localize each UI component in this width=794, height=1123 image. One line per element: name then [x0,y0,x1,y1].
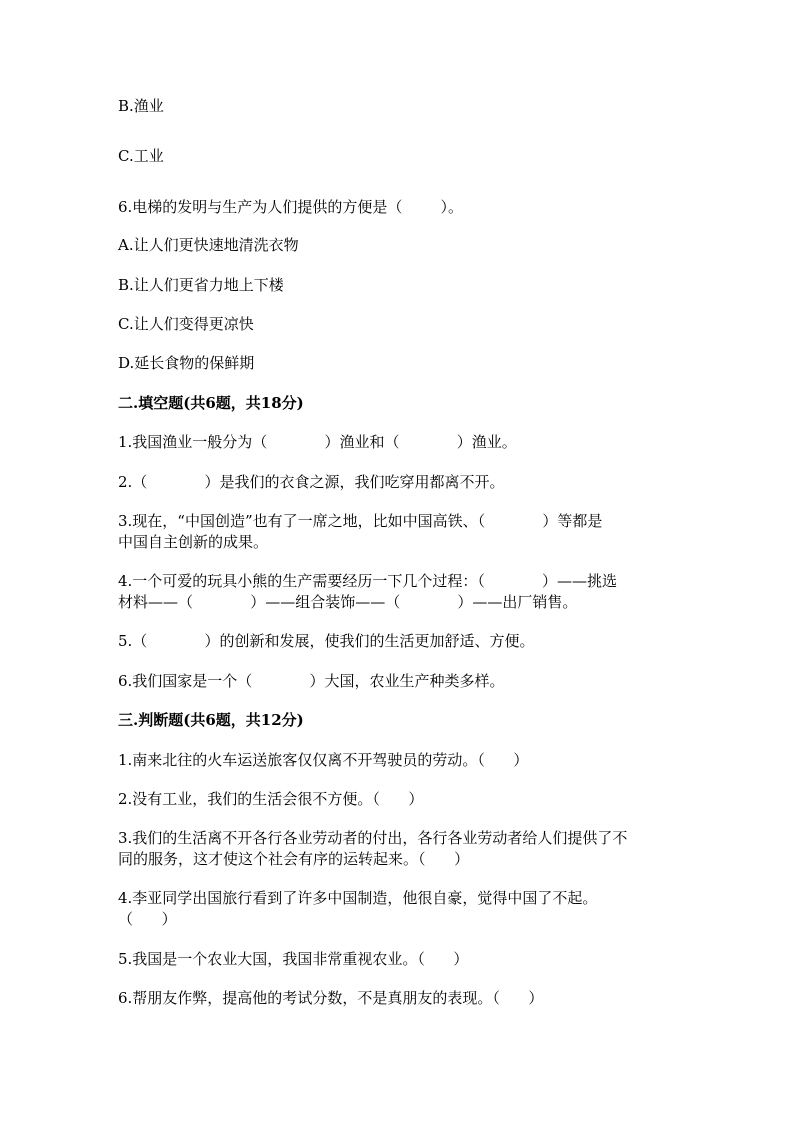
fill-blank-6: 6.我们国家是一个（ ）大国，农业生产种类多样。 [118,672,505,690]
judge-2: 2.没有工业，我们的生活会很不方便。（ ） [118,790,424,808]
question-6-option-b: B.让人们更省力地上下楼 [118,276,284,294]
judge-3-line-1: 3.我们的生活离不开各行各业劳动者的付出，各行各业劳动者给人们提供了不 [118,829,628,847]
option-b-fishery: B.渔业 [118,97,164,115]
question-6-stem: 6.电梯的发明与生产为人们提供的方便是（ ）。 [118,198,463,216]
judge-3-line-2: 同的服务，这才使这个社会有序的运转起来。（ ） [118,850,470,868]
fill-blank-4-line-1: 4.一个可爱的玩具小熊的生产需要经历一下几个过程：（ ）——挑选 [118,572,618,590]
fill-blank-4-line-2: 材料——（ ）——组合装饰——（ ）——出厂销售。 [118,593,578,611]
question-6-option-d: D.延长食物的保鲜期 [118,354,255,372]
judge-4-line-1: 4.李亚同学出国旅行看到了许多中国制造，他很自豪，觉得中国了不起。 [118,889,598,907]
question-6-option-a: A.让人们更快速地清洗衣物 [118,236,299,254]
judge-6: 6.帮朋友作弊，提高他的考试分数，不是真朋友的表现。（ ） [118,989,544,1007]
fill-blank-3-line-2: 中国自主创新的成果。 [118,533,269,551]
judge-1: 1.南来北往的火车运送旅客仅仅离不开驾驶员的劳动。（ ） [118,751,529,769]
section-2-heading: 二.填空题(共6题，共18分) [118,394,304,412]
section-3-heading: 三.判断题(共6题，共12分) [118,711,304,729]
fill-blank-2: 2.（ ）是我们的衣食之源，我们吃穿用都离不开。 [118,473,505,491]
fill-blank-1: 1.我国渔业一般分为（ ）渔业和（ ）渔业。 [118,433,517,451]
option-c-industry: C.工业 [118,147,164,165]
judge-4-line-2: （ ） [118,910,177,928]
question-6-option-c: C.让人们变得更凉快 [118,315,254,333]
fill-blank-5: 5.（ ）的创新和发展，使我们的生活更加舒适、方便。 [118,632,535,650]
judge-5: 5.我国是一个农业大国，我国非常重视农业。（ ） [118,950,469,968]
fill-blank-3-line-1: 3.现在，“中国创造”也有了一席之地，比如中国高铁、（ ）等都是 [118,512,603,530]
